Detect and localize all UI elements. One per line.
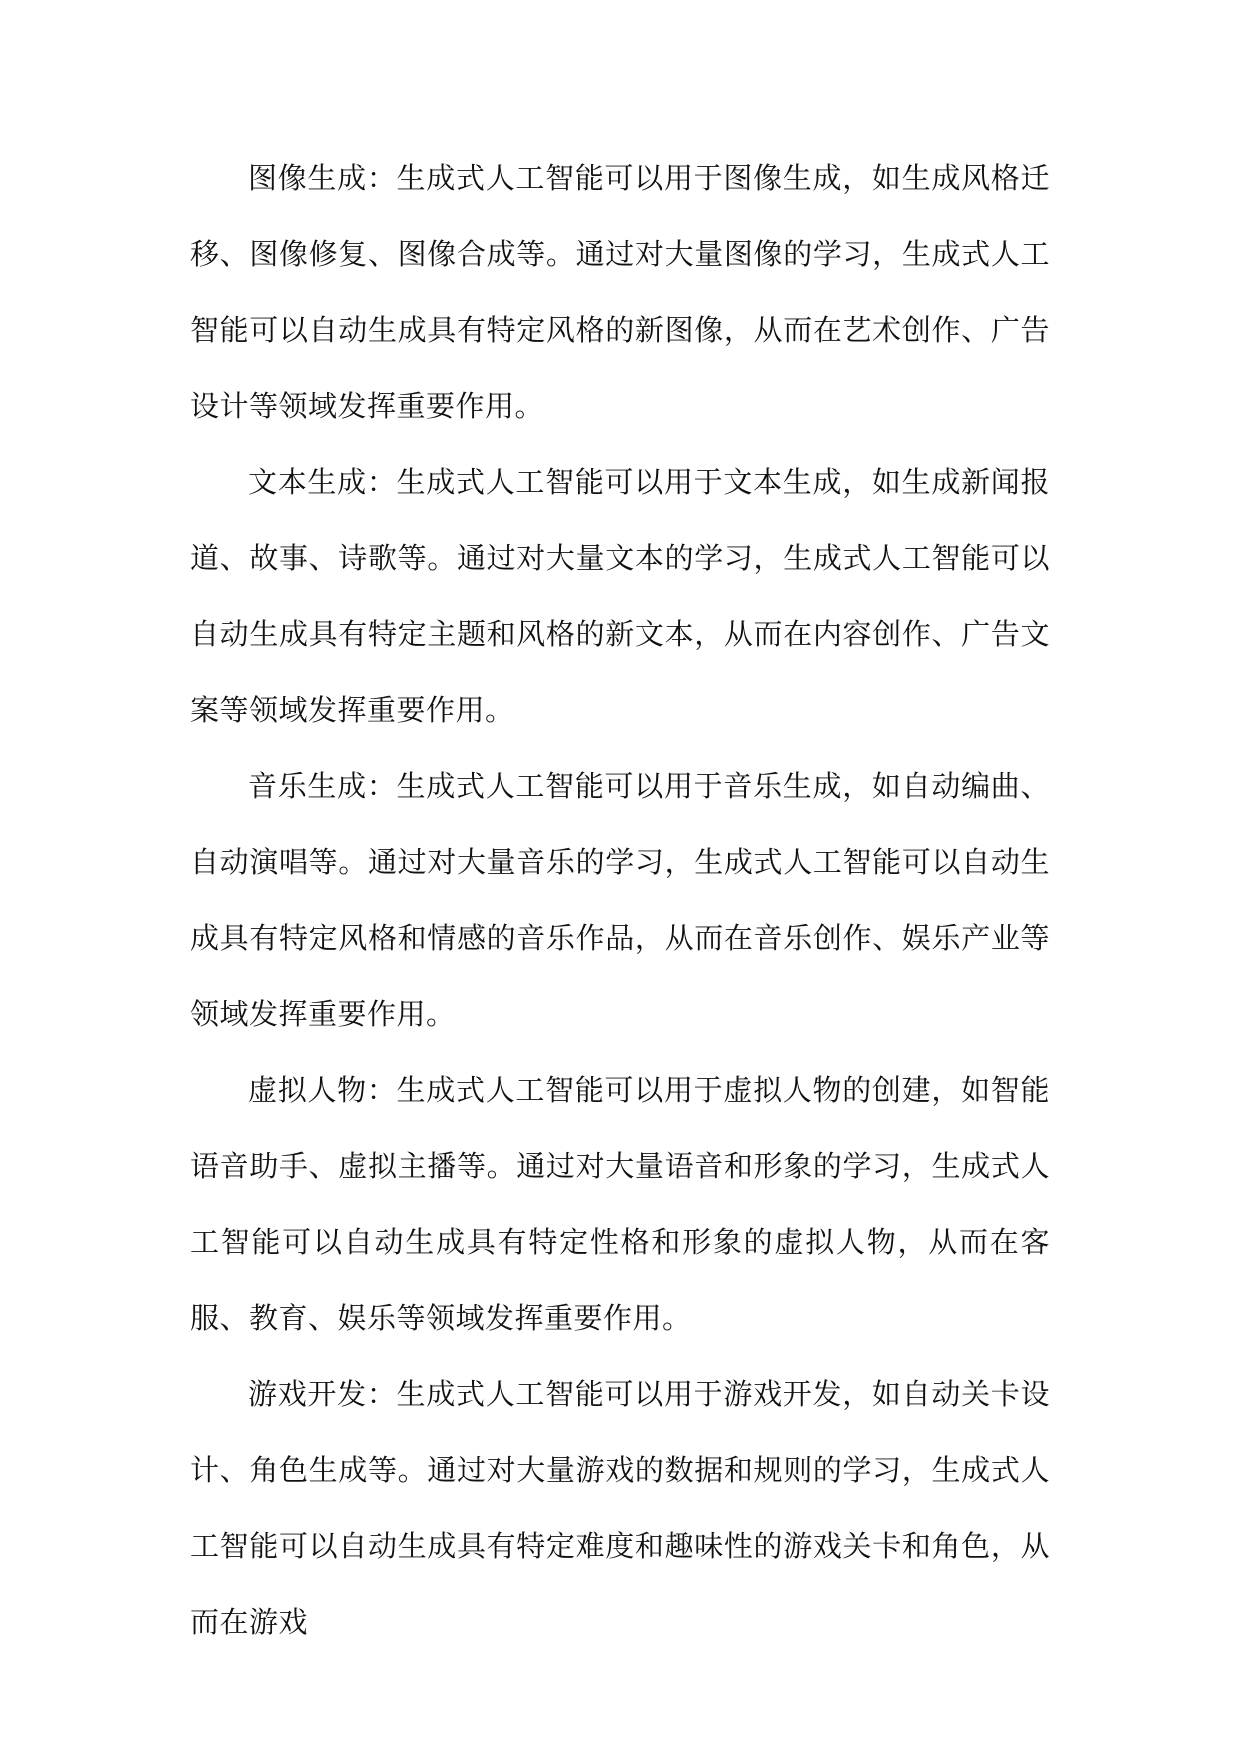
- paragraph-image-generation: 图像生成：生成式人工智能可以用于图像生成，如生成风格迁移、图像修复、图像合成等。通过对大量图像的学习，生成式人工智能可以自动生成具有特定风格的新图像，从而在艺术创作、广告设计等领域发挥重要作用。: [190, 161, 1050, 423]
- paragraph-text-generation: 文本生成：生成式人工智能可以用于文本生成，如生成新闻报道、故事、诗歌等。通过对大量文本的学习，生成式人工智能可以自动生成具有特定主题和风格的新文本，从而在内容创作、广告文案等领域发挥重要作用。: [190, 465, 1050, 727]
- paragraph-game-development: 游戏开发：生成式人工智能可以用于游戏开发，如自动关卡设计、角色生成等。通过对大量游戏的数据和规则的学习，生成式人工智能可以自动生成具有特定难度和趣味性的游戏关卡和角色，从而在游戏: [190, 1377, 1050, 1639]
- paragraph-virtual-characters: 虚拟人物：生成式人工智能可以用于虚拟人物的创建，如智能语音助手、虚拟主播等。通过对大量语音和形象的学习，生成式人工智能可以自动生成具有特定性格和形象的虚拟人物，从而在客服、教育、娱乐等领域发挥重要作用。: [190, 1073, 1050, 1335]
- paragraph-music-generation: 音乐生成：生成式人工智能可以用于音乐生成，如自动编曲、自动演唱等。通过对大量音乐的学习，生成式人工智能可以自动生成具有特定风格和情感的音乐作品，从而在音乐创作、娱乐产业等领域发挥重要作用。: [190, 769, 1050, 1031]
- document-body: [190, 140, 1050, 1660]
